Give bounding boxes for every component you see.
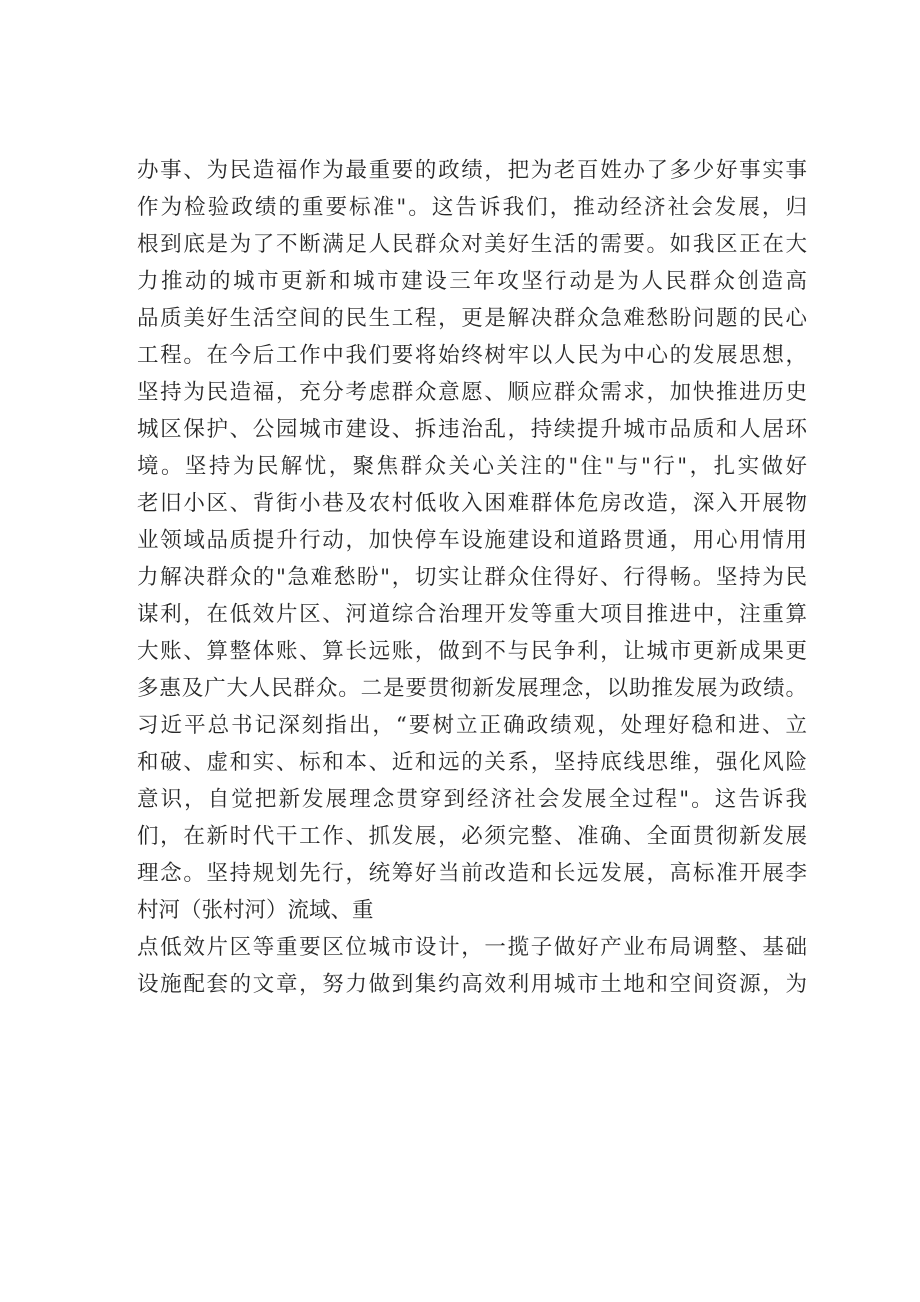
text-line: 谋利，在低效片区、河道综合治理开发等重大项目推进中，注重算 (137, 602, 807, 627)
text-line: 力解决群众的"急难愁盼"，切实让群众住得好、行得畅。坚持为民 (137, 565, 807, 590)
text-line: 办事、为民造福作为最重要的政绩，把为老百姓办了多少好事实事 (137, 158, 807, 183)
text-line: 们，在新时代干工作、抓发展，必须完整、准确、全面贯彻新发展 (137, 824, 807, 849)
text-line: 业领域品质提升行动，加快停车设施建设和道路贯通，用心用情用 (137, 528, 807, 553)
text-line: 理念。坚持规划先行，统筹好当前改造和长远发展，高标准开展李 (137, 861, 807, 886)
text-line: 习近平总书记深刻指出，“要树立正确政绩观，处理好稳和进、立 (137, 713, 807, 738)
text-line: 工程。在今后工作中我们要将始终树牢以人民为中心的发展思想， (137, 343, 807, 368)
text-line: 城区保护、公园城市建设、拆违治乱，持续提升城市品质和人居环 (137, 417, 807, 442)
text-line: 品质美好生活空间的民生工程，更是解决群众急难愁盼问题的民心 (137, 306, 807, 331)
text-line: 设施配套的文章，努力做到集约高效利用城市土地和空间资源，为 (137, 972, 807, 997)
text-line: 意识，自觉把新发展理念贯穿到经济社会发展全过程"。这告诉我 (137, 787, 807, 812)
text-line: 老旧小区、背街小巷及农村低收入困难群体危房改造，深入开展物 (137, 491, 807, 516)
text-line: 村河（张村河）流域、重 (137, 898, 374, 923)
text-line: 根到底是为了不断满足人民群众对美好生活的需要。如我区正在大 (137, 232, 807, 257)
text-line: 和破、虚和实、标和本、近和远的关系，坚持底线思维，强化风险 (137, 750, 807, 775)
text-line: 大账、算整体账、算长远账，做到不与民争利，让城市更新成果更 (137, 639, 807, 664)
text-line: 作为检验政绩的重要标准"。这告诉我们，推动经济社会发展，归 (137, 195, 807, 220)
text-line: 境。坚持为民解忧，聚焦群众关心关注的"住"与"行"，扎实做好 (137, 454, 807, 479)
text-line: 力推动的城市更新和城市建设三年攻坚行动是为人民群众创造高 (137, 269, 807, 294)
text-line: 多惠及广大人民群众。二是要贯彻新发展理念，以助推发展为政绩。 (137, 676, 807, 701)
body-text (137, 152, 807, 1003)
text-line: 坚持为民造福，充分考虑群众意愿、顺应群众需求，加快推进历史 (137, 380, 807, 405)
text-line: 点低效片区等重要区位城市设计，一揽子做好产业布局调整、基础 (137, 935, 807, 960)
